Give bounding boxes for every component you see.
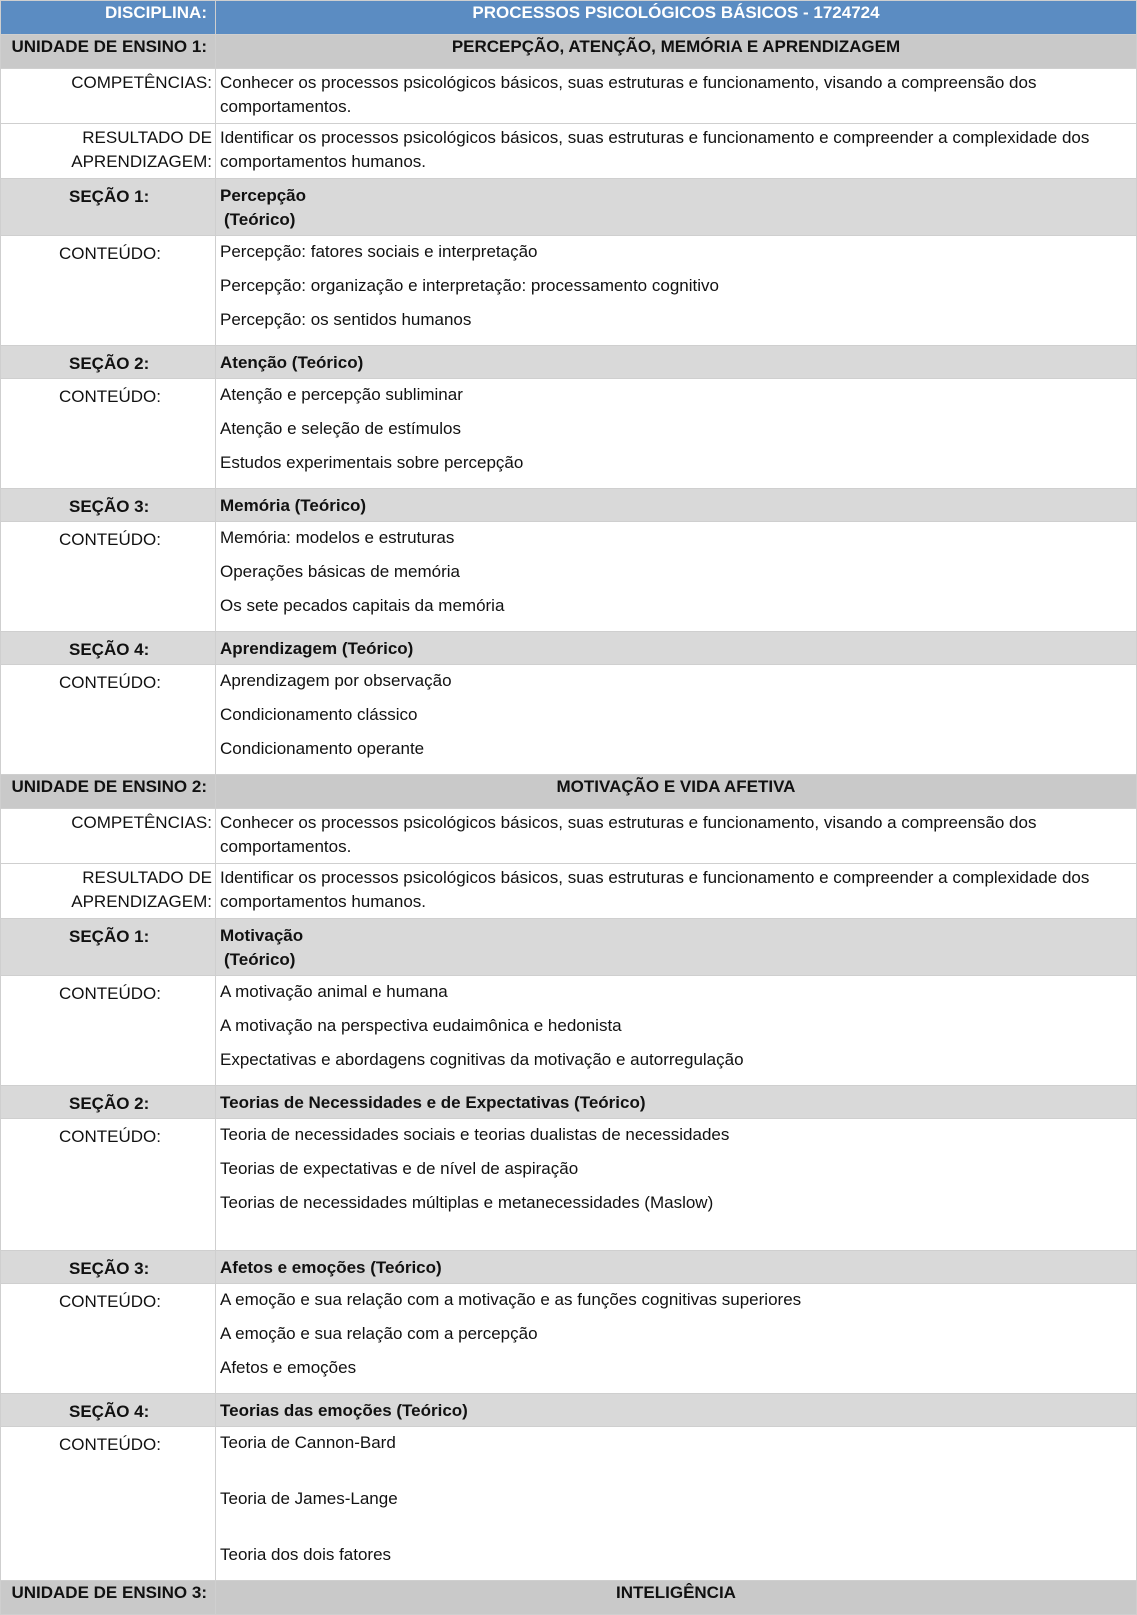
section-row — [1, 1394, 1137, 1427]
resultado-label-line2: APRENDIZAGEM: — [71, 892, 212, 911]
content-item: Teoria de Cannon-Bard — [220, 1433, 396, 1452]
section-label: SEÇÃO 1: — [1, 179, 216, 236]
section-row — [1, 919, 1137, 976]
content-item: Atenção e percepção subliminar — [220, 385, 463, 404]
content-label: CONTEÚDO: — [1, 1119, 216, 1251]
content-item: Teoria dos dois fatores — [220, 1545, 392, 1564]
content-item: Atenção e seleção de estímulos — [220, 419, 461, 438]
unit-row — [1, 35, 1137, 69]
resultado-row — [1, 124, 1137, 179]
content-item: Teorias de expectativas e de nível de aspiração — [220, 1159, 579, 1178]
resultado-label-line1: RESULTADO DE — [82, 128, 212, 147]
content-row — [1, 522, 1137, 632]
content-list — [216, 1427, 1137, 1581]
content-label: CONTEÚDO: — [1, 976, 216, 1086]
unit-label: UNIDADE DE ENSINO 1: — [1, 35, 216, 69]
content-list — [216, 379, 1137, 489]
section-subtitle: (Teórico) — [224, 210, 296, 229]
content-row — [1, 1427, 1137, 1581]
resultado-label — [1, 124, 216, 179]
content-item: Aprendizagem por observação — [220, 671, 452, 690]
content-item: Teorias de necessidades múltiplas e metanecessidades (Maslow) — [220, 1193, 714, 1212]
content-item: Percepção: fatores sociais e interpretação — [220, 242, 538, 261]
content-item: Afetos e emoções — [220, 1358, 357, 1377]
section-label: SEÇÃO 1: — [1, 919, 216, 976]
content-list — [216, 236, 1137, 346]
content-item: A motivação na perspectiva eudaimônica e hedonista — [220, 1016, 622, 1035]
content-row — [1, 976, 1137, 1086]
section-label: SEÇÃO 4: — [1, 632, 216, 665]
section-label: SEÇÃO 2: — [1, 1086, 216, 1119]
content-item: Condicionamento operante — [220, 739, 425, 758]
content-label: CONTEÚDO: — [1, 665, 216, 775]
resultado-label — [1, 864, 216, 919]
content-item: Teoria de James-Lange — [220, 1489, 398, 1508]
content-item: Os sete pecados capitais da memória — [220, 596, 505, 615]
section-row — [1, 489, 1137, 522]
discipline-header-row — [1, 1, 1137, 35]
section-row — [1, 1251, 1137, 1284]
unit-title: INTELIGÊNCIA — [216, 1581, 1137, 1615]
content-item: Condicionamento clássico — [220, 705, 418, 724]
content-item: Operações básicas de memória — [220, 562, 461, 581]
content-item: Teoria de necessidades sociais e teorias dualistas de necessidades — [220, 1125, 730, 1144]
resultado-text: Identificar os processos psicológicos básicos, suas estruturas e funcionamento e compreender a complexidade dos comportamentos humanos. — [216, 864, 1137, 919]
content-label: CONTEÚDO: — [1, 236, 216, 346]
section-title: Aprendizagem (Teórico) — [216, 632, 1137, 665]
competencias-row — [1, 69, 1137, 124]
competencias-label: COMPETÊNCIAS: — [1, 69, 216, 124]
section-label: SEÇÃO 3: — [1, 489, 216, 522]
section-title: Memória (Teórico) — [216, 489, 1137, 522]
content-list — [216, 522, 1137, 632]
content-label: CONTEÚDO: — [1, 379, 216, 489]
content-row — [1, 1119, 1137, 1251]
competencias-text: Conhecer os processos psicológicos básicos, suas estruturas e funcionamento, visando a compreensão dos comportamentos. — [216, 69, 1137, 124]
content-item: Percepção: organização e interpretação: processamento cognitivo — [220, 276, 719, 295]
content-item: Percepção: os sentidos humanos — [220, 310, 472, 329]
unit-label: UNIDADE DE ENSINO 2: — [1, 775, 216, 809]
unit-title: MOTIVAÇÃO E VIDA AFETIVA — [216, 775, 1137, 809]
content-row — [1, 665, 1137, 775]
content-item: Memória: modelos e estruturas — [220, 528, 455, 547]
content-item: Expectativas e abordagens cognitivas da motivação e autorregulação — [220, 1050, 744, 1069]
section-label: SEÇÃO 4: — [1, 1394, 216, 1427]
section-title: Atenção (Teórico) — [216, 346, 1137, 379]
content-list — [216, 1119, 1137, 1251]
resultado-label-line1: RESULTADO DE — [82, 868, 212, 887]
unit-title: PERCEPÇÃO, ATENÇÃO, MEMÓRIA E APRENDIZAGEM — [216, 35, 1137, 69]
section-row — [1, 632, 1137, 665]
section-label: SEÇÃO 2: — [1, 346, 216, 379]
section-title: Teorias de Necessidades e de Expectativas (Teórico) — [216, 1086, 1137, 1119]
content-item: Estudos experimentais sobre percepção — [220, 453, 524, 472]
competencias-label: COMPETÊNCIAS: — [1, 809, 216, 864]
resultado-row — [1, 864, 1137, 919]
content-row — [1, 1284, 1137, 1394]
section-label: SEÇÃO 3: — [1, 1251, 216, 1284]
unit-row — [1, 1581, 1137, 1615]
content-row — [1, 236, 1137, 346]
section-title: Teorias das emoções (Teórico) — [216, 1394, 1137, 1427]
competencias-text: Conhecer os processos psicológicos básicos, suas estruturas e funcionamento, visando a compreensão dos comportamentos. — [216, 809, 1137, 864]
unit-label: UNIDADE DE ENSINO 3: — [1, 1581, 216, 1615]
content-label: CONTEÚDO: — [1, 1284, 216, 1394]
unit-row — [1, 775, 1137, 809]
content-list — [216, 1284, 1137, 1394]
section-title-text: Percepção — [220, 186, 306, 205]
content-label: CONTEÚDO: — [1, 1427, 216, 1581]
competencias-row — [1, 809, 1137, 864]
discipline-title: PROCESSOS PSICOLÓGICOS BÁSICOS - 1724724 — [216, 1, 1137, 35]
section-title — [216, 179, 1137, 236]
section-title: Afetos e emoções (Teórico) — [216, 1251, 1137, 1284]
content-list — [216, 665, 1137, 775]
content-item: A emoção e sua relação com a motivação e as funções cognitivas superiores — [220, 1290, 802, 1309]
content-item: A emoção e sua relação com a percepção — [220, 1324, 538, 1343]
section-title-text: Motivação — [220, 926, 304, 945]
resultado-text: Identificar os processos psicológicos básicos, suas estruturas e funcionamento e compreender a complexidade dos comportamentos humanos. — [216, 124, 1137, 179]
section-title — [216, 919, 1137, 976]
discipline-label: DISCIPLINA: — [1, 1, 216, 35]
content-item: A motivação animal e humana — [220, 982, 448, 1001]
content-label: CONTEÚDO: — [1, 522, 216, 632]
section-subtitle: (Teórico) — [224, 950, 296, 969]
section-row — [1, 346, 1137, 379]
section-row — [1, 1086, 1137, 1119]
content-list — [216, 976, 1137, 1086]
resultado-label-line2: APRENDIZAGEM: — [71, 152, 212, 171]
section-row — [1, 179, 1137, 236]
content-row — [1, 379, 1137, 489]
